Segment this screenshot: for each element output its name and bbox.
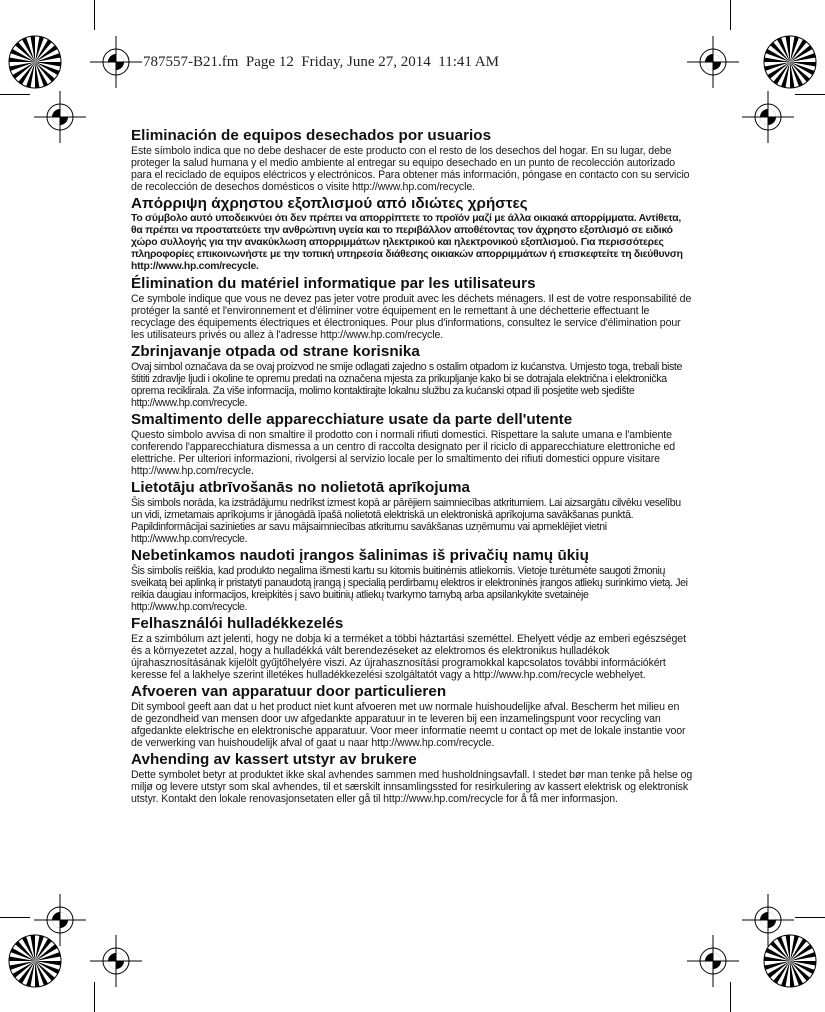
starburst-mark-bottom-right: [762, 933, 818, 989]
crop-mark: [795, 94, 825, 95]
starburst-mark-bottom-left: [7, 933, 63, 989]
section-greek: [131, 195, 693, 273]
registration-mark-top-right: [685, 34, 741, 90]
section-heading: Eliminación de equipos desechados por usuarios: [131, 127, 492, 144]
section-paragraph: Dette symbolet betyr at produktet ikke skal avhendes sammen med husholdningsavfall. I stedet bør man tenke på helse og miljø og levere utstyr som skal avhendes, til et særskilt innsamlingssted for resirkulering av kassert elektrisk og elektronisk utstyr. Kontakt den lokale renovasjonsetaten eller gå til http://www.hp.com/recycle for å få mer informasjon.: [131, 769, 693, 805]
section-spanish: [131, 127, 693, 193]
section-heading: Nebetinkamos naudoti įrangos šalinimas iš privačių namų ūkių: [131, 547, 589, 564]
section-croatian: [131, 343, 693, 409]
section-heading: Zbrinjavanje otpada od strane korisnika: [131, 343, 420, 360]
section-heading: Απόρριψη άχρηστου εξοπλισμού από ιδιώτες χρήστες: [131, 195, 528, 212]
section-heading: Smaltimento delle apparecchiature usate da parte dell'utente: [131, 411, 573, 428]
crop-mark: [730, 0, 731, 30]
section-italian: [131, 411, 693, 477]
section-paragraph: Questo simbolo avvisa di non smaltire il prodotto con i normali rifiuti domestici. Rispettare la salute umana e l'ambiente conferendo l'apparecchiatura dismessa a un centro di raccolta designato per il riciclo di apparecchiature elettroniche ed elettriche. Per ulteriori informazioni, rivolgersi al servizio locale per lo smaltimento dei rifiuti domestici oppure visitare http://www.hp.com/recycle.: [131, 429, 675, 477]
registration-mark-bottom-left: [88, 933, 144, 989]
section-dutch: [131, 683, 693, 749]
section-heading: Lietotāju atbrīvošanās no nolietotā aprīkojuma: [131, 479, 471, 496]
registration-mark-bottom-right: [685, 933, 741, 989]
crop-mark: [0, 94, 30, 95]
section-heading: Afvoeren van apparatuur door particulieren: [131, 683, 447, 700]
starburst-mark-top-right: [762, 34, 818, 90]
section-hungarian: [131, 615, 693, 681]
crop-mark: [94, 0, 95, 30]
section-latvian: [131, 479, 693, 545]
document-body: [131, 127, 693, 807]
section-paragraph: Este símbolo indica que no debe deshacer de este producto con el resto de los desechos del hogar. En su lugar, debe proteger la salud humana y el medio ambiente al entregar su equipo desechado en un punto de recolección autorizado para el reciclado de equipos eléctricos y electrónicos. Para obtener más información, póngase en contacto con su servicio de recolección de desechos domésticos o visite http://www.hp.com/recycle.: [131, 145, 690, 193]
section-paragraph: Šis simbols norāda, ka izstrādājumu nedrīkst izmest kopā ar pārējiem saimniecības atkritumiem. Lai aizsargātu cilvēku veselību un vidi, izmetamais aprīkojums ir jānogādā īpašā nolietotā elektriskā un elektroniskā aprīkojuma savākšanas punktā. Papildinformācijai sazinieties ar savu mājsaimniecības atkritumu savākšanas uzņēmumu vai apmeklējiet vietni http://www.hp.com/recycle.: [131, 497, 681, 545]
crop-mark: [795, 917, 825, 918]
section-heading: Élimination du matériel informatique par les utilisateurs: [131, 275, 536, 292]
crop-mark: [0, 917, 30, 918]
section-heading: Felhasználói hulladékkezelés: [131, 615, 344, 632]
section-paragraph: Το σύμβολο αυτό υποδεικνύει ότι δεν πρέπει να απορρίπτετε το προϊόν μαζί με άλλα οικιακά απορρίμματα. Αντίθετα, θα πρέπει να προστατεύετε την ανθρώπινη υγεία και το περιβάλλον αποθέτοντας τον άχρηστο εξοπλισμό σε ειδικό χώρο συλλογής για την ανακύκλωση απορριμμάτων ηλεκτρικού και ηλεκτρονικού εξοπλισμού. Για περισσότερες πληροφορίες επικοινωνήστε με την τοπική υπηρεσία διάθεσης οικιακών απορριμμάτων ή επισκεφτείτε τη διεύθυνση http://www.hp.com/recycle.: [131, 213, 683, 272]
section-paragraph: Šis simbolis reiškia, kad produkto negalima išmesti kartu su kitomis buitinėmis atliekomis. Vietoje turėtumėte saugoti žmonių sveikatą bei aplinką ir pristatyti panaudotą įrangą į specialią perdirbamų elektros ir elektroninės įrangos atliekų surinkimo vietą. Jei reikia daugiau informacijos, kreipkitės į savo buitinių atliekų tvarkymo tarnybą arba apsilankykite svetainėje http://www.hp.com/recycle.: [131, 565, 688, 613]
section-paragraph: Ovaj simbol označava da se ovaj proizvod ne smije odlagati zajedno s ostalim otpadom iz kućanstva. Umjesto toga, trebali biste štititi zdravlje ljudi i okoline te opremu predati na označena mjesta za prikupljanje kako bi se dotrajala električna i elektronička oprema reciklirala. Za više informacija, molimo kontaktirajte lokalnu službu za kućanski otpad ili posjetite web sjedište http://www.hp.com/recycle.: [131, 361, 682, 409]
section-heading: Avhending av kassert utstyr av brukere: [131, 751, 417, 768]
registration-mark-top-left: [88, 34, 144, 90]
crop-mark: [730, 982, 731, 1012]
section-norwegian: [131, 751, 693, 805]
section-french: [131, 275, 693, 341]
registration-mark-right-middle: [740, 89, 796, 145]
page-header: 787557-B21.fm Page 12 Friday, June 27, 2014 11:41 AM: [143, 54, 499, 70]
starburst-mark-top-left: [7, 34, 63, 90]
section-paragraph: Dit symbool geeft aan dat u het product niet kunt afvoeren met uw normale huishoudelijke afval. Bescherm het milieu en de gezondheid van mensen door uw afgedankte apparatuur in te leveren bij een inzamelingspunt voor recycling van afgedankte elektrische en elektronische apparatuur. Voor meer informatie neemt u contact op met de lokale instantie voor de verwerking van huishoudelijk afval of gaat u naar http://www.hp.com/recycle.: [131, 701, 686, 749]
registration-mark-left-middle: [32, 89, 88, 145]
crop-mark: [94, 982, 95, 1012]
section-paragraph: Ce symbole indique que vous ne devez pas jeter votre produit avec les déchets ménagers. Il est de votre responsabilité de protéger la santé et l'environnement et d'éliminer votre équipement en le remettant à une déchetterie effectuant le recyclage des équipements électriques et électroniques. Pour plus d'informations, consultez le service d'élimination pour les utilisateurs privés ou allez à l'adresse http://www.hp.com/recycle.: [131, 293, 692, 341]
section-lithuanian: [131, 547, 693, 613]
section-paragraph: Ez a szimbólum azt jelenti, hogy ne dobja ki a terméket a többi háztartási szeméttel. Ehelyett védje az emberi egészséget és a környezetet azzal, hogy a hulladékká vált berendezéseket az elektromos és elektronikus hulladékok újrahasznosításának kijelölt gyűjtőhelyére viszi. Az újrahasznosítási programokkal kapcsolatos további információkért keresse fel a lakhelye szerint illetékes hulladékkezelési szolgáltatót vagy a http://www.hp.com/recycle webhelyet.: [131, 633, 686, 681]
